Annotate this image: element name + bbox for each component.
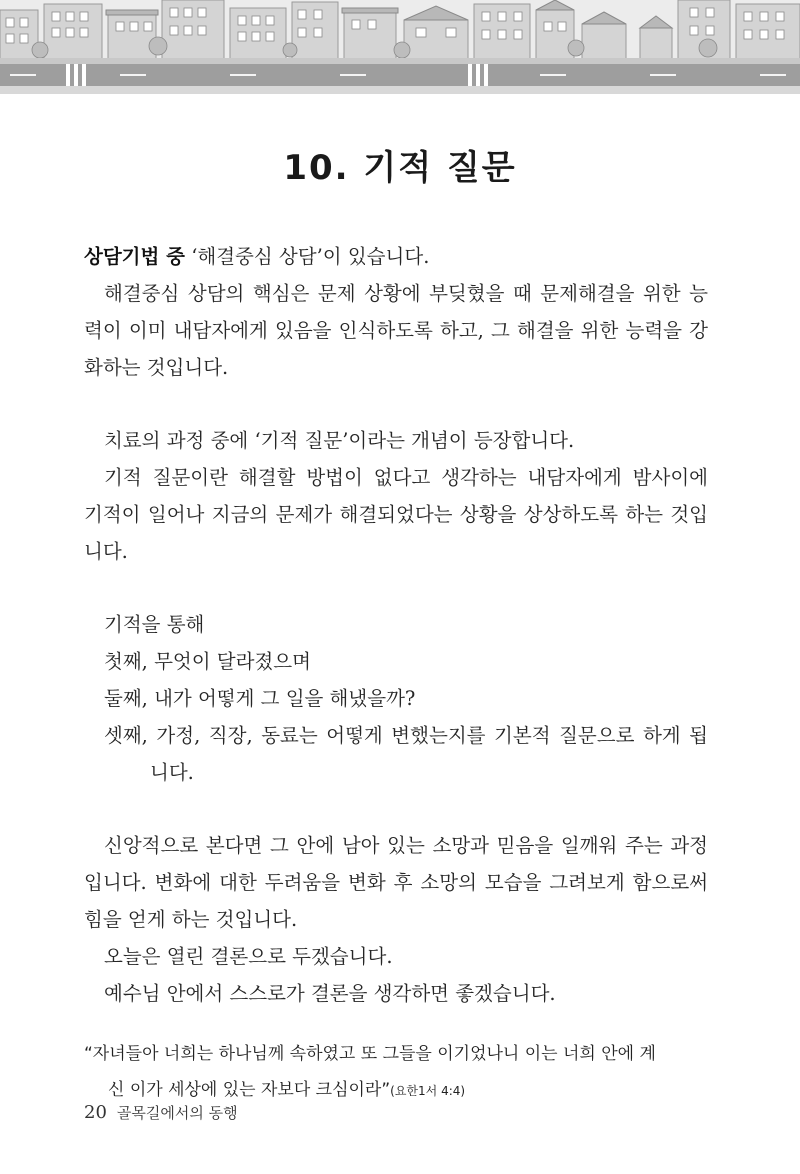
header-illustration	[0, 0, 800, 94]
paragraph-line: 치료의 과정 중에 ‘기적 질문’이라는 개념이 등장합니다.	[104, 429, 575, 452]
bible-quote-line: “자녀들아 너희는 하나님께 속하였고 또 그들을 이기었나니 이는 너희 안에 계	[84, 1044, 656, 1064]
list-item: 셋째, 가정, 직장, 동료는 어떻게 변했는지를 기본적 질문으로 하게 됩	[104, 724, 708, 747]
chapter-title: 10. 기적 질문	[283, 148, 517, 188]
paragraph-line: 해결중심 상담의 핵심은 문제 상황에 부딪혔을 때 문제해결을 위한 능	[104, 282, 708, 305]
paragraph-line: 신앙적으로 본다면 그 안에 남아 있는 소망과 믿음을 일깨워 주는 과정	[104, 834, 708, 857]
list-item: 둘째, 내가 어떻게 그 일을 해냈을까?	[104, 687, 416, 710]
list-item-continuation: 니다.	[150, 761, 194, 784]
paragraph-line: 힘을 얻게 하는 것입니다.	[84, 908, 298, 931]
book-title: 골목길에서의 동행	[116, 1104, 238, 1122]
lead-bold-text: 상담기법 중	[84, 245, 185, 268]
paragraph-line: 니다.	[84, 540, 128, 563]
bible-reference: (요한1서 4:4)	[390, 1084, 466, 1098]
chapter-body	[84, 238, 708, 1108]
list-intro: 기적을 통해	[104, 613, 205, 636]
page-footer	[84, 1102, 238, 1123]
paragraph-line: 오늘은 열린 결론으로 두겠습니다.	[104, 945, 393, 968]
list-item: 첫째, 무엇이 달라졌으며	[104, 650, 311, 673]
lead-rest-text: ‘해결중심 상담’이 있습니다.	[191, 245, 430, 268]
paragraph-line: 입니다. 변화에 대한 두려움을 변화 후 소망의 모습을 그려보게 함으로써	[84, 871, 708, 894]
paragraph-1-lead	[84, 238, 708, 275]
paragraph-line: 기적이 일어나 지금의 문제가 해결되었다는 상황을 상상하도록 하는 것입	[84, 503, 708, 526]
paragraph-line: 기적 질문이란 해결할 방법이 없다고 생각하는 내담자에게 밤사이에	[104, 466, 708, 489]
paragraph-line: 화하는 것입니다.	[84, 356, 229, 379]
bible-quote-text: 신 이가 세상에 있는 자보다 크심이라”	[108, 1080, 391, 1100]
page-number: 20	[84, 1102, 107, 1123]
paragraph-line: 예수님 안에서 스스로가 결론을 생각하면 좋겠습니다.	[104, 982, 556, 1005]
paragraph-line: 력이 이미 내담자에게 있음을 인식하도록 하고, 그 해결을 위한 능력을 강	[84, 319, 708, 342]
